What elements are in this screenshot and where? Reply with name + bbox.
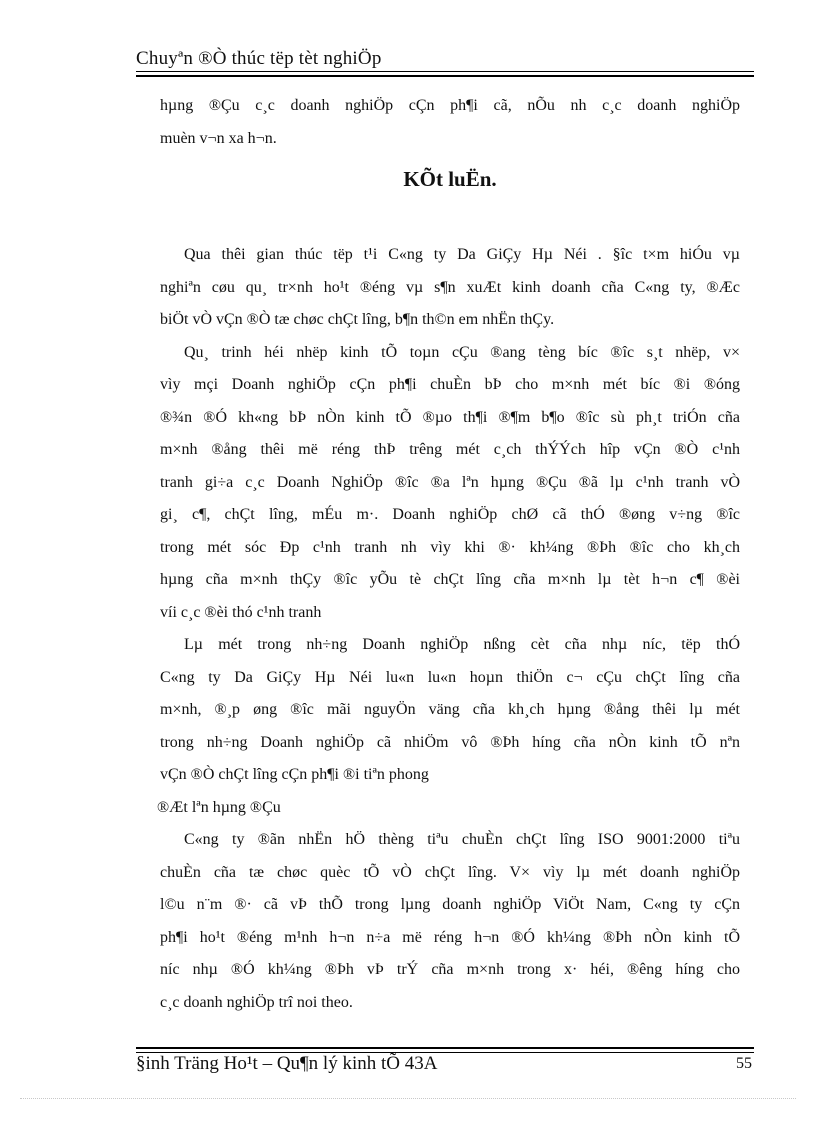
text-line: hµng cña m×nh thÇy ®îc yÕu tè chÇt lîng cña m×nh lµ tèt h¬n c¶ ®èi xyxy=(160,571,740,588)
spacer xyxy=(160,201,740,239)
text-line: m×nh, ®¸p øng ®îc mãi nguyÖn väng cña kh¸ch hµng ®ång thêi lµ mét xyxy=(160,701,740,718)
text-line: trong nh÷ng Doanh nghiÖp cã nhiÖm vô ®Þh híng cña nÒn kinh tÕ nªn xyxy=(160,733,740,751)
text-line: trong mét sóc Ðp c¹nh tranh nh vìy khi ®· kh¼ng ®Þh ®îc cho kh¸ch xyxy=(160,538,740,556)
text-line: Lµ mét trong nh÷ng Doanh nghiÖp nßng cèt cña nhµ níc, tëp thÓ xyxy=(184,636,740,653)
text-line: vÇn ®Ò chÇt lîng cÇn ph¶i ®i tiªn phong xyxy=(160,766,429,783)
text-line: ®¾n ®Ó kh«ng bÞ nÒn kinh tÕ ®µo th¶i ®¶m b¶o ®îc sù ph¸t triÓn cña xyxy=(160,408,740,426)
text-line: ph¶i ho¹t ®éng m¹nh h¬n n÷a më réng h¬n ®Ó kh¼ng ®Þh nÒn kinh tÕ xyxy=(160,928,740,946)
footer-rule-thick xyxy=(136,1047,754,1049)
text-line: gi¸ c¶, chÇt lîng, mÉu m·. Doanh nghiÖp chØ cã thÓ ®øng v÷ng ®îc xyxy=(160,506,740,523)
text-line: hµng ®Çu c¸c doanh nghiÖp cÇn ph¶i cã, nÕu nh c¸c doanh nghiÖp xyxy=(160,97,740,114)
text-line: tranh gi÷a c¸c Doanh NghiÖp ®îc ®a lªn hµng ®Çu ®ã lµ c¹nh tranh vÒ xyxy=(160,473,740,491)
text-line: vìy mçi Doanh nghiÖp cÇn ph¶i chuÈn bÞ cho m×nh mét bíc ®i ®óng xyxy=(160,376,740,393)
section-heading: KÕt luËn. xyxy=(403,167,497,191)
text-line: ®Æt lªn hµng ®Çu xyxy=(157,798,281,816)
text-line: víi c¸c ®èi thó c¹nh tranh xyxy=(160,603,322,621)
text-line: chuÈn cña tæ chøc quèc tÕ vÒ chÇt lîng. V× vìy lµ mét doanh nghiÖp xyxy=(160,863,740,881)
text-line: níc nhµ ®Ó kh¼ng ®Þh vÞ trÝ cña m×nh trong x· héi, ®êng híng cho xyxy=(160,961,740,978)
page-bottom-dotted-edge xyxy=(20,1098,796,1099)
text-line: C«ng ty ®ãn nhËn hÖ thèng tiªu chuÈn chÇt lîng ISO 9001:2000 tiªu xyxy=(184,831,740,848)
body-text xyxy=(157,90,740,1019)
footer-author: §inh Träng Ho¹t – Qu¶n lý kinh tÕ 43A xyxy=(136,1053,438,1074)
text-line: nghiªn cøu qu¸ tr×nh ho¹t ®éng vµ s¶n xuÆt kinh doanh cña C«ng ty, ®Æc xyxy=(160,278,740,296)
text-line: m×nh ®ång thêi më réng thÞ trêng mét c¸ch thÝÝch hîp vÇn ®Ò c¹nh xyxy=(160,441,740,458)
text-line: c¸c doanh nghiÖp trî noi theo. xyxy=(160,993,353,1011)
text-line: Qu¸ trinh héi nhëp kinh tÕ toµn cÇu ®ang tèng bíc ®îc s¸t nhëp, v× xyxy=(184,343,740,361)
text-line: Qua thêi gian thúc tëp t¹i C«ng ty Da GiÇy Hµ Néi . §îc t×m hiÓu vµ xyxy=(184,246,740,263)
page-header-title: Chuyªn ®Ò thúc tëp tèt nghiÖp xyxy=(136,48,382,69)
header-rule-thin xyxy=(136,71,754,72)
text-line: biÖt vÒ vÇn ®Ò tæ chøc chÇt lîng, b¶n th©n em nhËn thÇy. xyxy=(160,311,555,328)
text-line: l©u n¨m ®· cã vÞ thÕ trong lµng doanh nghiÖp ViÖt Nam, C«ng ty cÇn xyxy=(160,896,740,913)
text-line: C«ng ty Da GiÇy Hµ Néi lu«n lu«n hoµn thiÖn c¬ cÇu chÇt lîng cña xyxy=(160,668,740,686)
text-line: muèn v¬n xa h¬n. xyxy=(160,129,277,147)
page-number: 55 xyxy=(736,1055,752,1072)
header-rule-thick xyxy=(136,75,754,77)
